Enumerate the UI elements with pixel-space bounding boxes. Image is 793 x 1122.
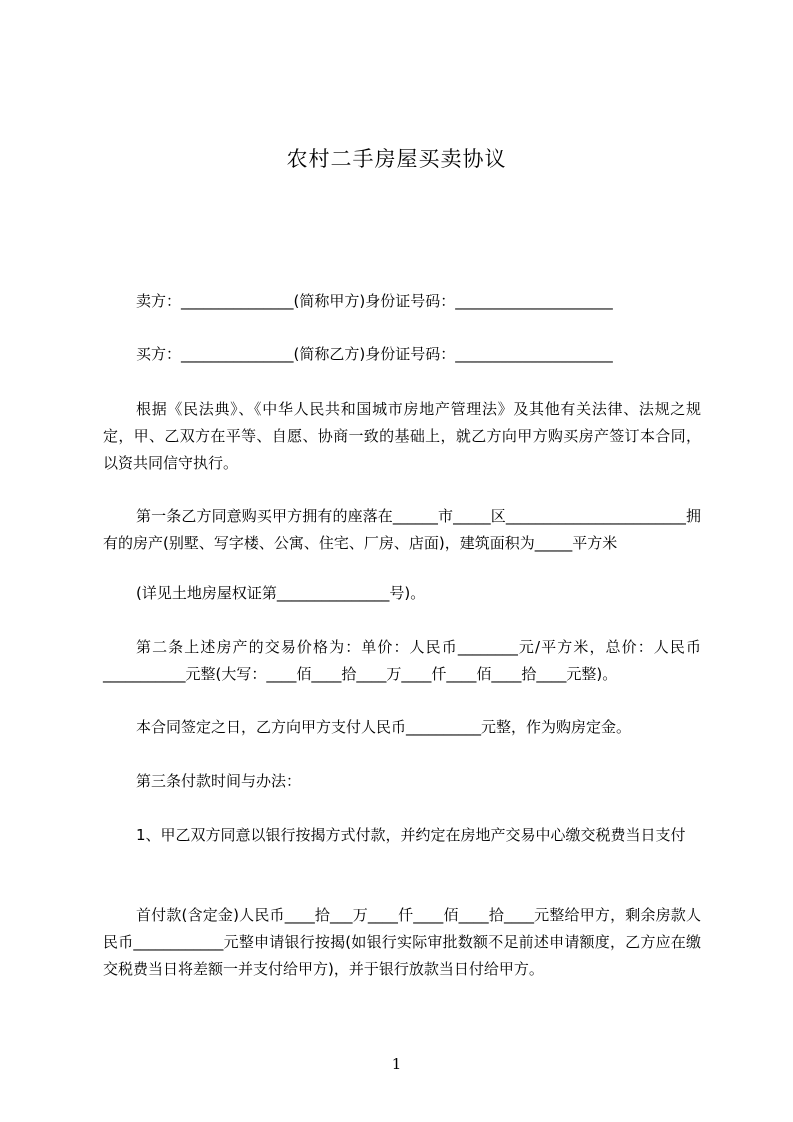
deposit-paragraph: 本合同签定之日，乙方向甲方支付人民币__________元整，作为购房定金。 bbox=[136, 718, 632, 736]
article-1-note: (详见土地房屋权证第_______________号)。 bbox=[136, 584, 426, 602]
article-3-title: 第三条付款时间与办法： bbox=[136, 772, 302, 790]
document-title: 农村二手房屋买卖协议 bbox=[286, 147, 507, 171]
preamble-paragraph: 根据《民法典》、《中华人民共和国城市房地产管理法》及其他有关法律、法规之规定，甲、乙双方在平等、自愿、协商一致的基础上，就乙方向甲方购买房产签订本合同，以资共同信守执行。 bbox=[103, 400, 701, 472]
article-3-item-1-detail: 首付款(含定金)人民币____拾___万____仟____佰____拾____元整给甲方，剩余房款人民币____________元整申请银行按揭(如银行实际审批数额不足前述申请额度，乙方应在缴交税费当日将差额一并支付给甲方)，并于银行放款当日付给甲方。 bbox=[103, 906, 701, 978]
page-number: 1 bbox=[391, 1055, 402, 1073]
buyer-line: 买方：_______________(简称乙方)身份证号码：_____________________ bbox=[136, 345, 613, 363]
article-2: 第二条上述房产的交易价格为：单价：人民币________元/平方米，总价：人民币___________元整(大写：____佰____拾____万____仟____佰____拾____元整)。 bbox=[103, 638, 701, 683]
article-3-item-1: 1、甲乙双方同意以银行按揭方式付款，并约定在房地产交易中心缴交税费当日支付 bbox=[136, 826, 686, 844]
seller-line: 卖方：_______________(简称甲方)身份证号码：_____________________ bbox=[136, 292, 613, 310]
article-1: 第一条乙方同意购买甲方拥有的座落在______市_____区________________________拥有的房产(别墅、写字楼、公寓、住宅、厂房、店面)，建筑面积为_____平方米 bbox=[103, 507, 701, 552]
